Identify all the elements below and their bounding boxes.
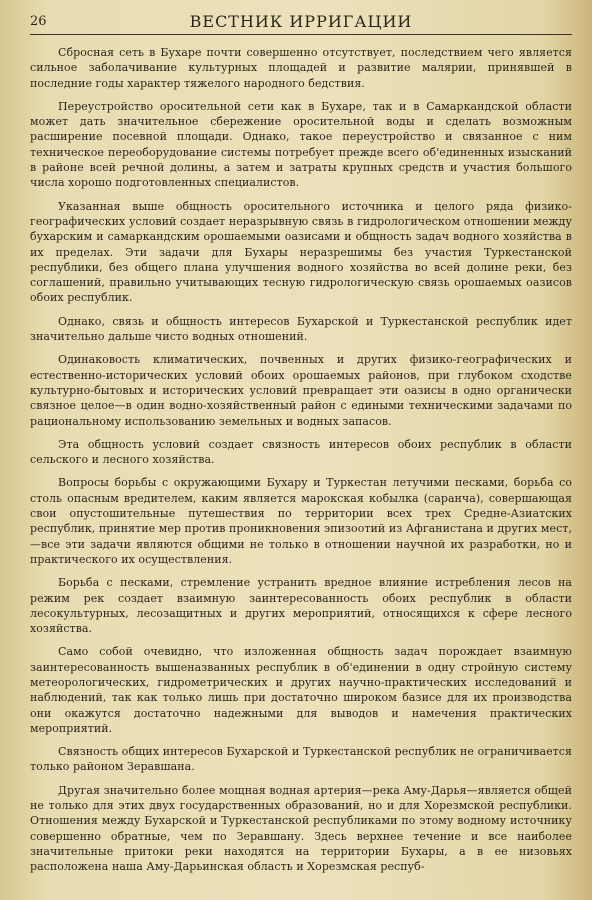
page-header	[30, 10, 572, 35]
paragraph: Борьба с песками, стремление устранить вредное влияние истребления лесов на режим рек создает взаимную заинтересованность обоих республик в области лесокультурных, лесозащитных и других мероприятий, относящихся к сфере лесного хозяйства.	[30, 576, 572, 636]
paragraph: Однако, связь и общность интересов Бухарской и Туркестанской республик идет значительно дальше чисто водных отношений.	[30, 314, 572, 344]
paragraph: Указанная выше общность оросительного источника и целого ряда физико-географических условий создает неразрывную связь в гидрологическом отношении между бухарским и самаркандским орошаемыми оазисами и общность задач водного хозяйства в их пределах. Эти задачи для Бухары неразрешимы без участия Туркестанской республики, без общего плана улучшения водного хозяйства во всей долине реки, без соглашений, правильно учитывающих тесную гидрологическую связь орошаемых оазисов обоих республик.	[30, 199, 572, 305]
paragraph: Эта общность условий создает связность интересов обоих республик в области сельского и лесного хозяйства.	[30, 437, 572, 467]
article-body	[30, 45, 572, 875]
journal-title: ВЕСТНИК ИРРИГАЦИИ	[189, 12, 413, 31]
paragraph: Сбросная сеть в Бухаре почти совершенно отсутствует, последствием чего является сильное заболачивание культурных площадей и развитие малярии, принявшей в последние годы характер тяжелого народного бедствия.	[30, 46, 572, 90]
page-number: 26	[30, 14, 47, 29]
paragraph: Само собой очевидно, что изложенная общность задач порождает взаимную заинтересованность вышеназванных республик в об'единении в одну стройную систему метеорологических, гидрометрических и других научно-практических исследований и наблюдений, так как только лишь при достаточно широком базисе для их производства они окажутся достаточно надежными для выводов и намечения практических мероприятий.	[30, 645, 572, 735]
paragraph: Другая значительно более мощная водная артерия—река Аму-Дарья—является общей не только для этих двух государственных образований, но и для Хорезмской республики. Отношения между Бухарской и Туркестанской республиками по этому водному источнику совершенно обратные, чем по Зеравшану. Здесь верхнее течение и все наиболее значительные притоки реки находятся на территории Бухары, а в ее низовьях расположена наша Аму-Дарьинская область и Хорезмская респуб-	[30, 783, 572, 874]
paragraph: Вопросы борьбы с окружающими Бухару и Туркестан летучими песками, борьба со столь опасным вредителем, каким является марокская кобылка (саранча), совершающая свои опустошительные путешествия по территории всех трех Средне-Азиатских республик, принятие мер против проникновения эпизоотий из Афганистана и других мест,—все эти задачи являются общими не только в отношении научной их разработки, но и практического их осуществления.	[30, 476, 572, 566]
paragraph: Переустройство оросительной сети как в Бухаре, так и в Самаркандской области может дать значительное сбережение оросительной воды и сделать возможным расширение посевной площади. Однако, такое переустройство и связанное с ним техническое переоборудование системы потребует прежде всего об'единенных изысканий в районе всей речной долины, а затем и затраты крупных средств и участия большого числа хорошо подготовленных специалистов.	[30, 99, 572, 190]
paragraph: Одинаковость климатических, почвенных и других физико-географических и естественно-исторических условий обоих орошаемых районов, при глубоком сходстве культурно-бытовых и исторических условий превращает эти оазисы в одно органически связное целое—в один водно-хозяйственный район с едиными техническими задачами по рациональному использованию земельных и водных запасов.	[30, 353, 572, 428]
paragraph: Связность общих интересов Бухарской и Туркестанской республик не ограничивается только районом Зеравшана.	[30, 745, 572, 774]
